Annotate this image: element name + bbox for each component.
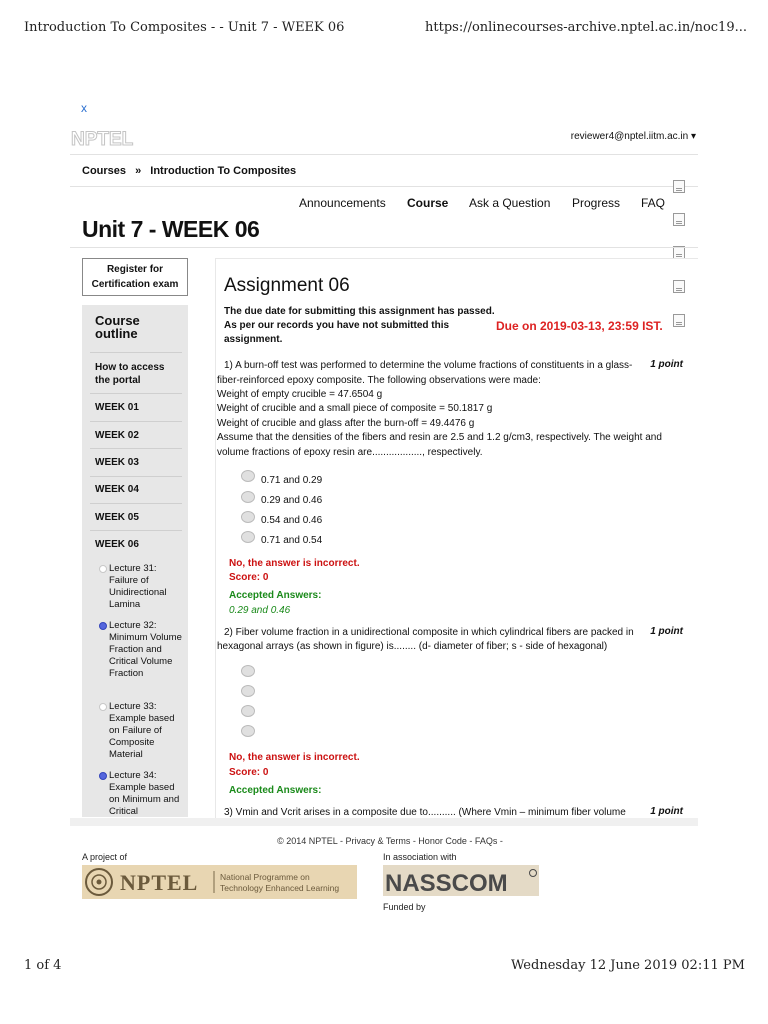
- q2-score: Score: 0: [229, 767, 269, 778]
- nasscom-logo-graphic: [383, 865, 539, 896]
- q1-points: 1 point: [650, 359, 683, 370]
- registered-mark-icon: [530, 870, 537, 877]
- q1-option-radio[interactable]: [241, 470, 255, 482]
- q1-text-line4: Weight of crucible and a small piece of composite = 50.1817 g: [217, 403, 493, 414]
- header-divider: [70, 154, 698, 155]
- sidebar-item-week-02[interactable]: WEEK 02: [95, 430, 139, 441]
- breadcrumb-courses[interactable]: Courses: [82, 165, 127, 177]
- register-line1: Register for: [106, 264, 164, 275]
- q1-option-label: 0.29 and 0.46: [261, 495, 323, 506]
- course-outline-sidebar: [82, 305, 188, 817]
- title-divider: [70, 247, 698, 248]
- nptel-brand-logo[interactable]: [71, 129, 145, 149]
- q1-option-radio[interactable]: [241, 491, 255, 503]
- sidebar-lecture-33[interactable]: Lecture 33: Example based on Failure of Composite Material: [109, 701, 175, 760]
- sidebar-item-week-04[interactable]: WEEK 04: [95, 484, 139, 495]
- sidebar-divider: [90, 421, 182, 422]
- q1-option-radio[interactable]: [241, 531, 255, 543]
- outline-line1: Course: [95, 313, 140, 328]
- nav-course[interactable]: Course: [407, 196, 449, 210]
- outline-line2: outline: [95, 326, 138, 341]
- nav-progress[interactable]: Progress: [572, 196, 621, 210]
- not-submitted-notice-2: assignment.: [224, 334, 283, 345]
- lecture-status-icon: [99, 565, 107, 573]
- lecture-status-icon: [99, 703, 107, 711]
- due-date: Due on 2019-03-13, 23:59 IST.: [496, 319, 663, 333]
- q1-text-line1: 1) A burn-off test was performed to determine the volume fractions of constituents in a glass-: [224, 360, 633, 371]
- sidebar-lecture-32[interactable]: Lecture 32: Minimum Volume Fraction and Critical Volume Fraction: [109, 620, 182, 679]
- file-icon: [673, 213, 685, 226]
- breadcrumb-separator: »: [135, 165, 142, 177]
- q1-accepted-value: 0.29 and 0.46: [229, 605, 291, 616]
- sidebar-divider: [90, 503, 182, 504]
- sidebar-divider: [90, 448, 182, 449]
- q2-option-radio[interactable]: [241, 665, 255, 677]
- file-icon: [673, 180, 685, 193]
- close-button[interactable]: x: [81, 101, 87, 115]
- print-page-number: 1 of 4: [24, 958, 62, 973]
- q1-accepted-label: Accepted Answers:: [229, 590, 322, 601]
- nptel-emblem-center: [97, 880, 102, 885]
- nptel-logo-text: NPTEL: [120, 870, 199, 895]
- course-outline-title: [95, 314, 140, 340]
- q2-text-line1: 2) Fiber volume fraction in a unidirectional composite in which cylindrical fibers are packed in: [224, 627, 634, 638]
- nptel-footer-logo[interactable]: [82, 865, 357, 899]
- brand-text: NPTEL: [71, 129, 134, 149]
- sidebar-lecture-31[interactable]: Lecture 31: Failure of Unidirectional Lamina: [109, 563, 167, 610]
- sidebar-item-week-03[interactable]: WEEK 03: [95, 457, 139, 468]
- sidebar-divider: [90, 476, 182, 477]
- sidebar-item-week-05[interactable]: WEEK 05: [95, 512, 139, 523]
- print-header-title: Introduction To Composites - - Unit 7 - WEEK 06: [24, 20, 345, 35]
- breadcrumb: [82, 165, 302, 177]
- page-title: Unit 7 - WEEK 06: [82, 216, 260, 242]
- q1-text-line7: volume fractions of epoxy resin are.................., respectively.: [217, 447, 483, 458]
- association-label: In association with: [383, 852, 457, 862]
- sidebar-divider: [90, 352, 182, 353]
- q2-option-radio[interactable]: [241, 685, 255, 697]
- sidebar-item-week-06[interactable]: WEEK 06: [95, 539, 139, 550]
- q1-feedback: No, the answer is incorrect.: [229, 558, 360, 569]
- q2-option-radio[interactable]: [241, 725, 255, 737]
- q3-text-line1: 3) Vmin and Vcrit arises in a composite due to.......... (Where Vmin – minimum fiber volume: [224, 807, 626, 818]
- q1-text-line6: Assume that the densities of the fibers and resin are 2.5 and 1.2 g/cm3, respectively. The weight and: [217, 432, 662, 443]
- breadcrumb-divider: [70, 186, 698, 187]
- register-line2: Certification exam: [91, 279, 179, 290]
- nasscom-footer-logo[interactable]: [383, 865, 539, 896]
- q2-text-line2: hexagonal arrays (as shown in figure) is........ (d- diameter of fiber; s - side of hexagonal): [217, 641, 608, 652]
- project-of-label: A project of: [82, 852, 128, 862]
- due-passed-notice: The due date for submitting this assignment has passed.: [224, 306, 495, 317]
- q1-text-line3: Weight of empty crucible = 47.6504 g: [217, 389, 383, 400]
- q3-points: 1 point: [650, 806, 683, 817]
- lecture-status-icon: [99, 772, 107, 780]
- content-bottom-edge: [70, 818, 698, 826]
- q1-text-line5: Weight of crucible and glass after the burn-off = 49.4476 g: [217, 418, 475, 429]
- print-datetime: Wednesday 12 June 2019 02:11 PM: [511, 958, 745, 973]
- sidebar-item-how-to-access[interactable]: How to access the portal: [95, 362, 165, 386]
- nasscom-logo-text: NASSCOM: [385, 870, 508, 896]
- q2-points: 1 point: [650, 626, 683, 637]
- sidebar-lecture-34[interactable]: Lecture 34: Example based on Minimum and Critical: [109, 770, 180, 817]
- nptel-logo-sub1: National Programme on: [220, 872, 310, 882]
- nav-announcements[interactable]: Announcements: [299, 196, 386, 210]
- register-certification-button[interactable]: [82, 258, 188, 296]
- q1-option-radio[interactable]: [241, 511, 255, 523]
- funded-by-label: Funded by: [383, 902, 426, 912]
- user-menu[interactable]: reviewer4@nptel.iitm.ac.in ▾: [570, 131, 696, 142]
- print-header-url: https://onlinecourses-archive.nptel.ac.in/noc19...: [425, 20, 747, 35]
- nav-ask-question[interactable]: Ask a Question: [469, 196, 551, 210]
- footer-copyright: © 2014 NPTEL - Privacy & Terms - Honor Code - FAQs -: [277, 836, 503, 846]
- q1-option-label: 0.71 and 0.54: [261, 535, 323, 546]
- q1-score: Score: 0: [229, 572, 269, 583]
- not-submitted-notice-1: As per our records you have not submitted this: [224, 320, 450, 331]
- sidebar-divider: [90, 393, 182, 394]
- lecture-status-icon: [99, 622, 107, 630]
- sidebar-divider: [90, 530, 182, 531]
- q1-text-line2: fiber-reinforced epoxy composite. The following observations were made:: [217, 375, 541, 386]
- q2-option-radio[interactable]: [241, 705, 255, 717]
- nav-faq[interactable]: FAQ: [641, 196, 666, 210]
- q1-option-label: 0.54 and 0.46: [261, 515, 323, 526]
- sidebar-item-week-01[interactable]: WEEK 01: [95, 402, 139, 413]
- assignment-title: Assignment 06: [224, 275, 350, 296]
- breadcrumb-course[interactable]: Introduction To Composites: [150, 165, 297, 177]
- nptel-logo-graphic: [82, 865, 357, 899]
- q2-accepted-label: Accepted Answers:: [229, 785, 322, 796]
- q1-option-label: 0.71 and 0.29: [261, 475, 323, 486]
- q2-feedback: No, the answer is incorrect.: [229, 752, 360, 763]
- nptel-logo-sub2: Technology Enhanced Learning: [220, 883, 340, 893]
